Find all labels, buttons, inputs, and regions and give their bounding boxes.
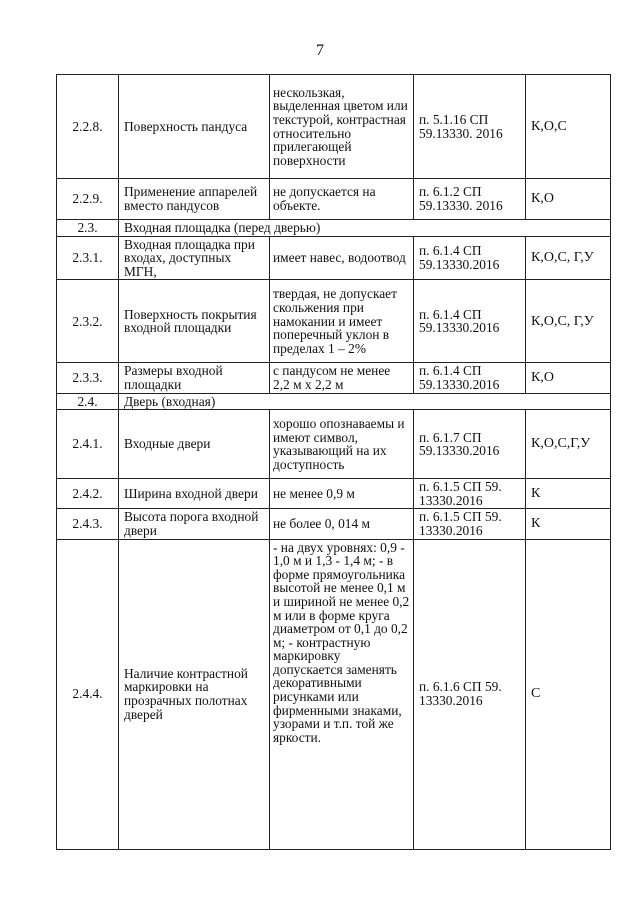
requirements-table (56, 74, 611, 850)
norm-reference: п. 6.1.6 СП 59. 13330.2016 (414, 539, 526, 849)
parameter-name: Входная площадка при входах, доступных МГН, (119, 236, 270, 280)
norm-reference: п. 6.1.2 СП 59.13330. 2016 (414, 179, 526, 220)
requirement-text: хорошо опознаваемы и имеют символ, указывающий на их доступность (270, 410, 414, 479)
parameter-name: Наличие контрастной маркировки на прозрачных полотнах дверей (119, 539, 270, 849)
row-number: 2.4.4. (57, 539, 119, 849)
row-number: 2.3.1. (57, 236, 119, 280)
row-number: 2.4.1. (57, 410, 119, 479)
section-title: Дверь (входная) (119, 393, 611, 410)
mgn-category: К (526, 509, 611, 539)
requirement-text: твердая, не допускает скольжения при намокании и имеет поперечный уклон в пределах 1 – 2% (270, 280, 414, 363)
requirement-text: не более 0, 014 м (270, 509, 414, 539)
norm-reference: п. 6.1.4 СП 59.13330.2016 (414, 280, 526, 363)
norm-reference: п. 6.1.7 СП 59.13330.2016 (414, 410, 526, 479)
requirement-text: не допускается на объекте. (270, 179, 414, 220)
parameter-name: Входные двери (119, 410, 270, 479)
table-row (57, 280, 611, 363)
mgn-category: К,О,С (526, 75, 611, 179)
mgn-category: К,О,С,Г,У (526, 410, 611, 479)
table-row (57, 479, 611, 509)
parameter-name: Применение аппарелей вместо пандусов (119, 179, 270, 220)
requirement-text: нескользкая, выделенная цветом или текстурой, контрастная относительно прилегающей поверхности (270, 75, 414, 179)
parameter-name: Поверхность пандуса (119, 75, 270, 179)
norm-reference: п. 6.1.4 СП 59.13330.2016 (414, 236, 526, 280)
row-number: 2.3.3. (57, 363, 119, 393)
section-number: 2.3. (57, 220, 119, 237)
mgn-category: К,О,С, Г,У (526, 236, 611, 280)
table-row (57, 179, 611, 220)
table-row (57, 75, 611, 179)
table-row (57, 509, 611, 539)
requirement-text: - на двух уровнях: 0,9 - 1,0 м и 1,3 - 1,4 м; - в форме прямоугольника высотой не менее 0,1 м и шириной не менее 0,2 м или в форме круга диаметром от 0,1 до 0,2 м; - контрастную маркировку допускается заменять декоративными рисунками или фирменными знаками, узорами и т.п. той же яркости. (270, 539, 414, 849)
parameter-name: Размеры входной площадки (119, 363, 270, 393)
row-number: 2.3.2. (57, 280, 119, 363)
table-row (57, 410, 611, 479)
parameter-name: Высота порога входной двери (119, 509, 270, 539)
mgn-category: К,О (526, 179, 611, 220)
mgn-category: К,О,С, Г,У (526, 280, 611, 363)
norm-reference: п. 6.1.5 СП 59. 13330.2016 (414, 509, 526, 539)
requirement-text: с пандусом не менее 2,2 м х 2,2 м (270, 363, 414, 393)
mgn-category: К (526, 479, 611, 509)
section-number: 2.4. (57, 393, 119, 410)
section-row (57, 220, 611, 237)
table-row (57, 363, 611, 393)
norm-reference: п. 6.1.5 СП 59. 13330.2016 (414, 479, 526, 509)
requirement-text: имеет навес, водоотвод (270, 236, 414, 280)
row-number: 2.2.9. (57, 179, 119, 220)
section-title: Входная площадка (перед дверью) (119, 220, 611, 237)
norm-reference: п. 6.1.4 СП 59.13330.2016 (414, 363, 526, 393)
table-row (57, 539, 611, 849)
parameter-name: Ширина входной двери (119, 479, 270, 509)
section-row (57, 393, 611, 410)
table-row (57, 236, 611, 280)
mgn-category: К,О (526, 363, 611, 393)
norm-reference: п. 5.1.16 СП 59.13330. 2016 (414, 75, 526, 179)
row-number: 2.4.2. (57, 479, 119, 509)
row-number: 2.2.8. (57, 75, 119, 179)
row-number: 2.4.3. (57, 509, 119, 539)
requirement-text: не менее 0,9 м (270, 479, 414, 509)
parameter-name: Поверхность покрытия входной площадки (119, 280, 270, 363)
mgn-category: С (526, 539, 611, 849)
page-number: 7 (316, 42, 324, 59)
